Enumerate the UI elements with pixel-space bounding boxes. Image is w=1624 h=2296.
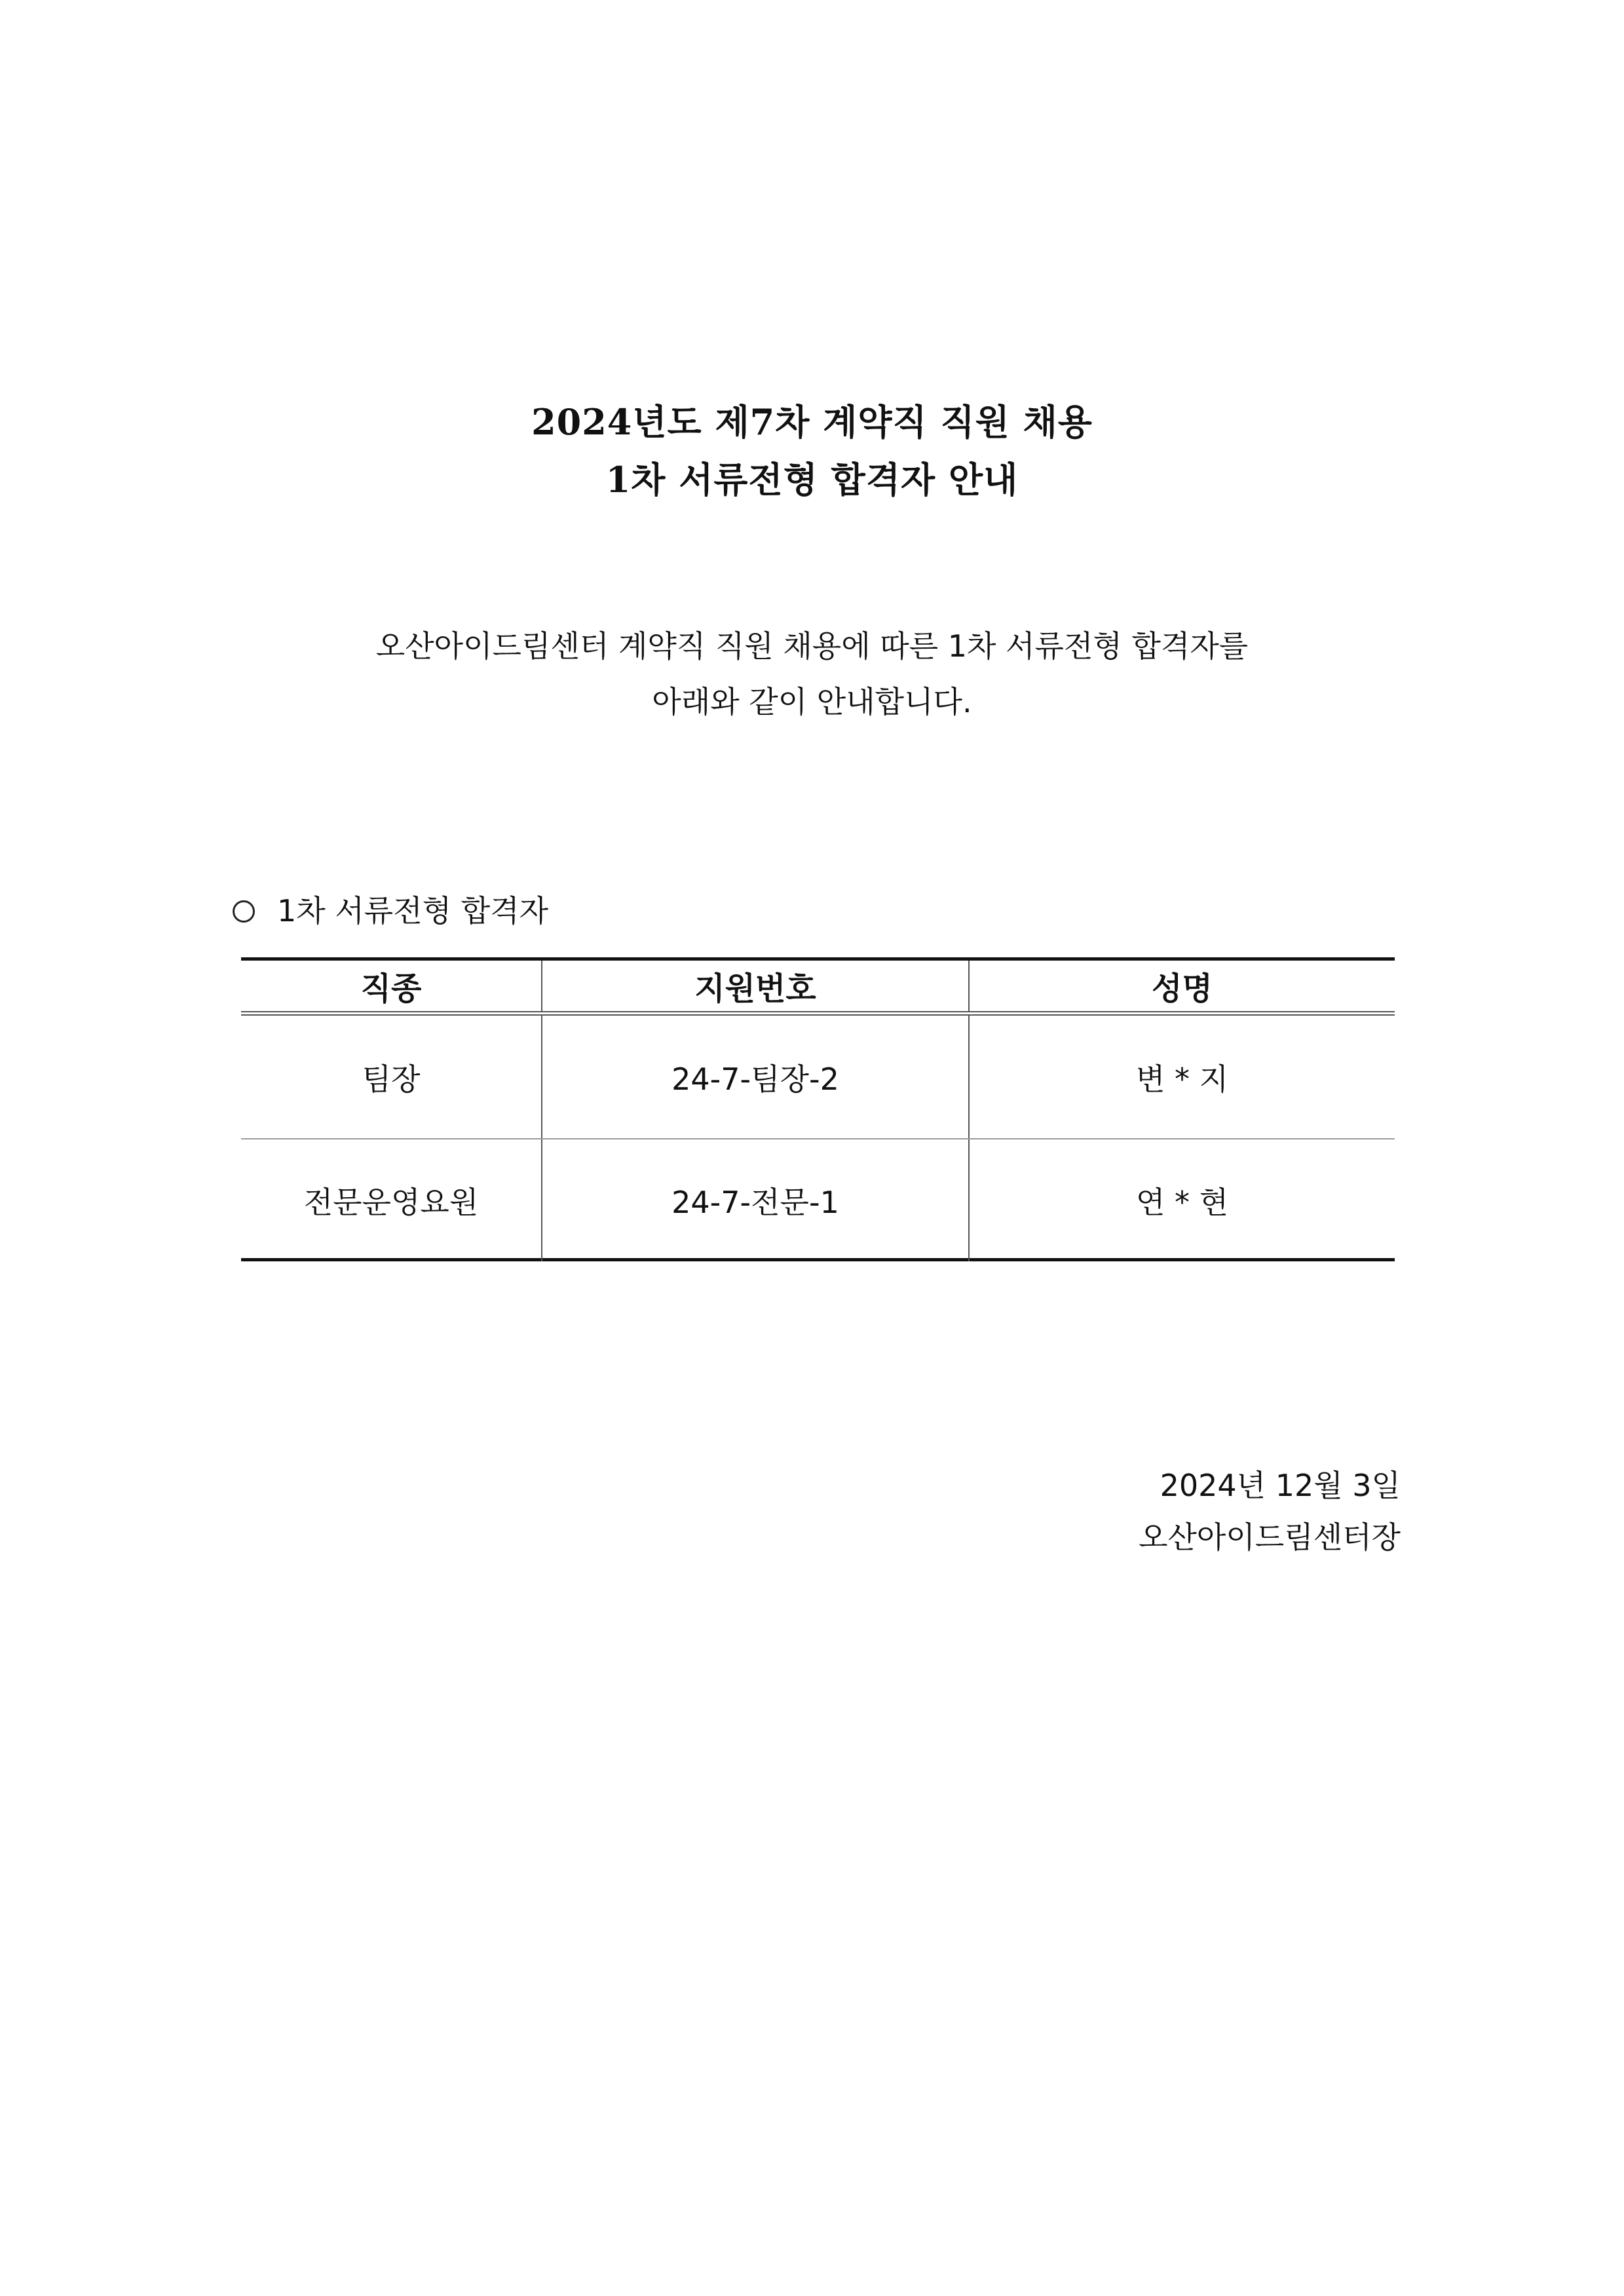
document-title-line2: 1차 서류전형 합격자 안내	[605, 459, 1019, 501]
circle-bullet-icon	[233, 900, 255, 923]
result-table	[241, 957, 1395, 1261]
table-header-row	[241, 961, 1395, 1011]
section-heading-text: 1차 서류전형 합격자	[277, 893, 548, 928]
column-header-job-type: 직종	[360, 970, 422, 1007]
section-heading	[233, 893, 548, 928]
applicant-name-cell: 변 * 지	[968, 1016, 1395, 1138]
applicant-number-cell: 24-7-전문-1	[541, 1139, 968, 1261]
document-title-line1: 2024년도 제7차 계약직 직원 채용	[531, 401, 1093, 443]
table-row	[241, 1016, 1395, 1139]
intro-line2: 아래와 같이 안내합니다.	[652, 684, 972, 719]
header-double-divider	[241, 1011, 1395, 1016]
announcement-date: 2024년 12월 3일	[1160, 1468, 1401, 1503]
column-header-name: 성명	[968, 961, 1395, 1011]
signer-title: 오산아이드림센터장	[1139, 1520, 1401, 1555]
intro-line1: 오산아이드림센터 계약직 직원 채용에 따른 1차 서류전형 합격자를	[375, 628, 1249, 664]
applicant-name-cell: 연 * 현	[968, 1139, 1395, 1261]
column-header-applicant-number: 지원번호	[541, 961, 968, 1011]
applicant-number-cell: 24-7-팀장-2	[541, 1016, 968, 1138]
job-type-cell: 전문운영요원	[303, 1185, 479, 1220]
job-type-cell: 팀장	[362, 1061, 421, 1097]
table-row	[241, 1139, 1395, 1261]
